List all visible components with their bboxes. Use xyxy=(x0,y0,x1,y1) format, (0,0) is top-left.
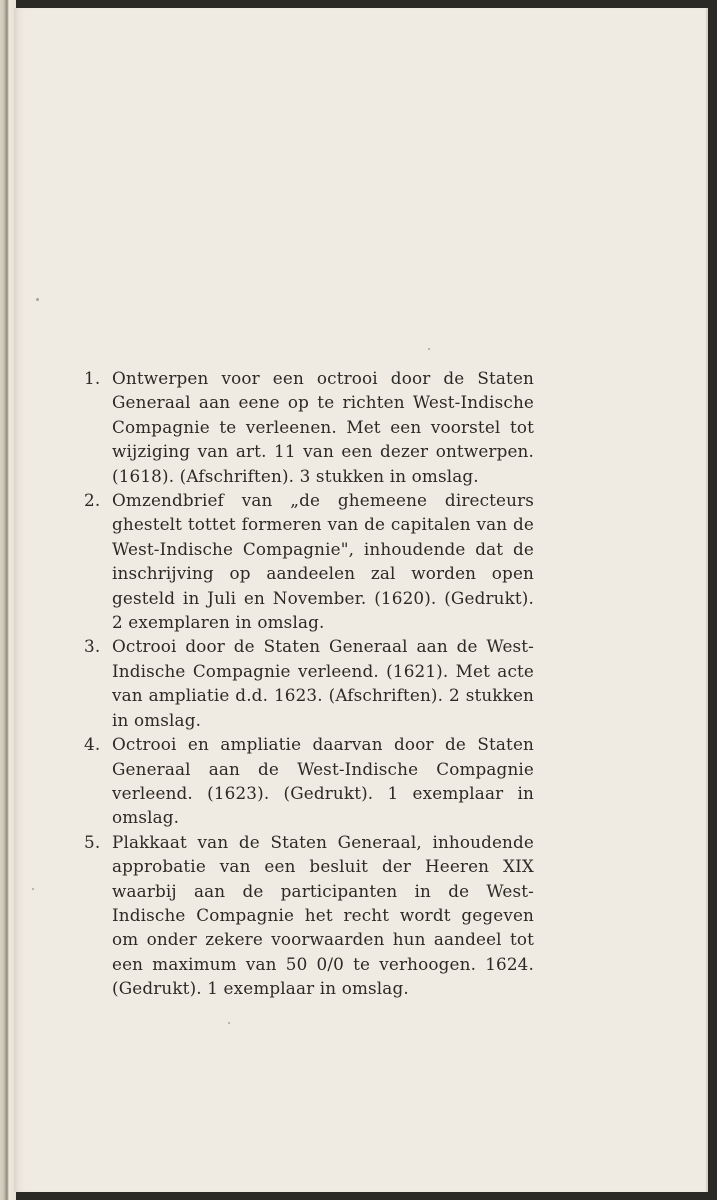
paper-speck xyxy=(428,348,430,350)
item-number: 4. xyxy=(84,734,101,755)
item-number: 5. xyxy=(84,831,101,852)
item-text: Octrooi door de Staten Generaal aan de West-Indische Compagnie verleend. (1621). Met acte van ampliatie d.d. 1623. (Afschriften). 2 stukken in omslag. xyxy=(112,636,534,730)
item-number: 1. xyxy=(84,368,101,388)
list-item xyxy=(84,830,534,1001)
paper-speck xyxy=(228,1022,230,1024)
item-number: 2. xyxy=(84,490,101,511)
list-item xyxy=(84,366,534,488)
paper-speck xyxy=(32,888,34,890)
item-text: Octrooi en ampliatie daarvan door de Staten Generaal aan de West-Indische Compagnie verleend. (1623). (Gedrukt). 1 exemplaar in omslag. xyxy=(112,734,534,828)
list-item xyxy=(84,488,534,634)
item-number: 3. xyxy=(84,636,101,657)
paper-speck xyxy=(36,298,39,301)
inventory-list xyxy=(84,366,534,1001)
item-text: Ontwerpen voor een octrooi door de Staten Generaal aan eene op te richten West-Indische Compagnie te verleenen. Met een voorstel tot wijziging van art. 11 van een dezer ontwerpen. (1618). (Afschriften). 3 stukken in omslag. xyxy=(112,368,534,486)
item-text: Plakkaat van de Staten Generaal, inhoudende approbatie van een besluit der Heeren XIX waarbij aan de participanten in de West-Indische Compagnie het recht wordt gegeven om onder zekere voorwaarden hun aandeel tot een maximum van 50 0/0 te verhoogen. 1624. (Gedrukt). 1 exemplaar in omslag. xyxy=(112,831,534,999)
item-text: Omzendbrief van „de ghemeene directeurs ghestelt tottet formeren van de capitalen van de West-Indische Compagnie", inhoudende dat de inschrijving op aandeelen zal worden open gesteld in Juli en November. (1620). (Gedrukt). 2 exemplaren in omslag. xyxy=(112,490,534,633)
list-item xyxy=(84,732,534,830)
list-item xyxy=(84,634,534,732)
